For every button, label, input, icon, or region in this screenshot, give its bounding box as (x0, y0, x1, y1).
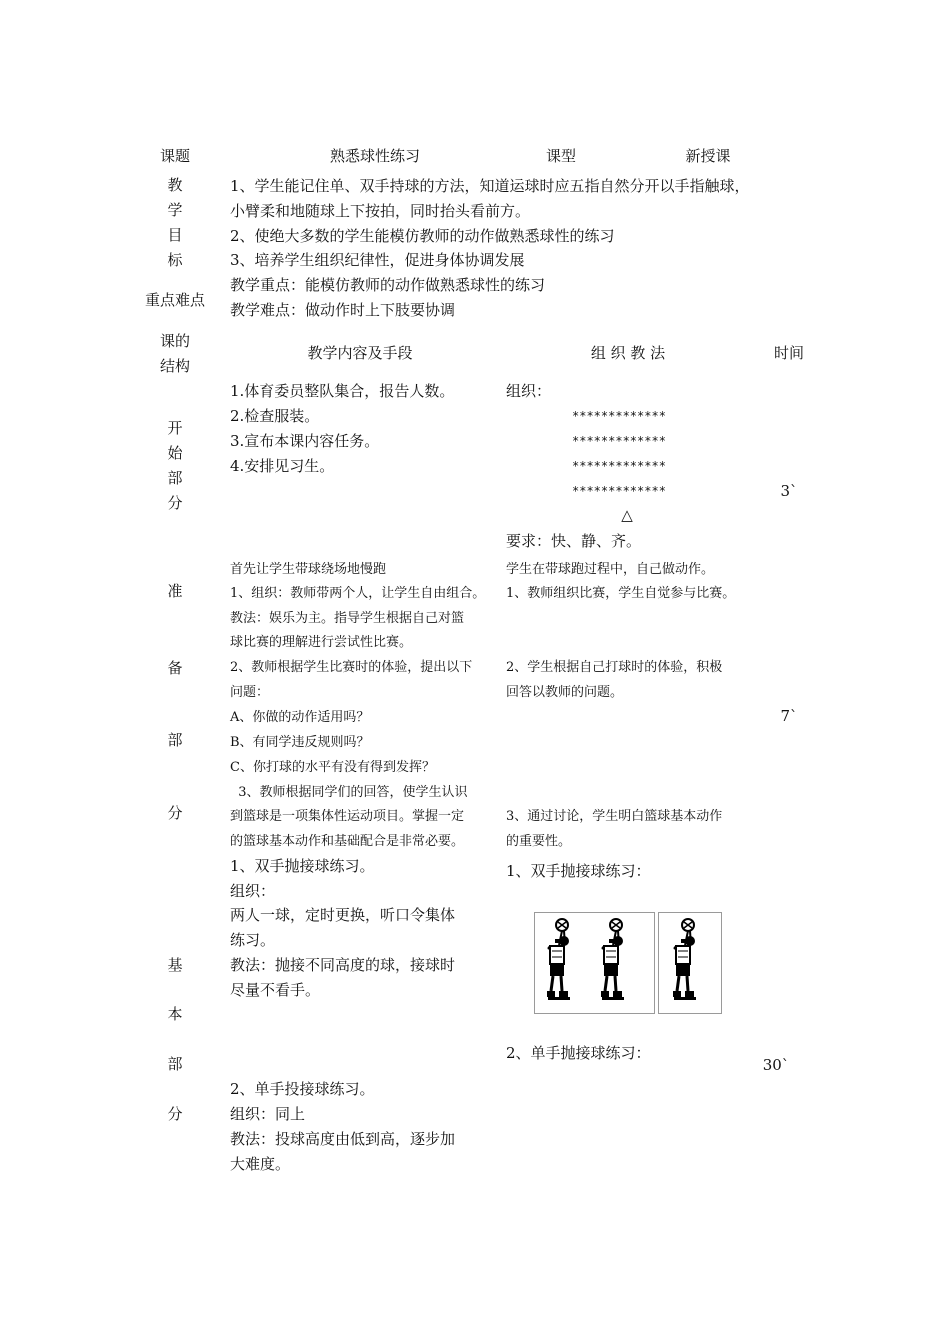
objectives-label-2: 学 (167, 201, 183, 219)
lesson-topic: 熟悉球性练习 (329, 147, 421, 165)
basic-section-label: 部 (167, 1055, 183, 1073)
basic-section-label: 基 (167, 956, 183, 974)
basic-content-line: 尽量不看手。 (230, 981, 321, 999)
basic-section-label: 本 (167, 1005, 183, 1023)
prep-content-line: 首先让学生带球绕场地慢跑 (230, 562, 387, 577)
formation-row: ************* (572, 484, 666, 498)
basic-time: 30` (762, 1056, 790, 1074)
start-content-item: 1.体育委员整队集合，报告人数。 (230, 382, 455, 400)
basic-content-line: 两人一球，定时更换，听口令集体 (230, 906, 456, 924)
prep-method-line: 学生在带球跑过程中，自己做动作。 (506, 562, 715, 577)
objectives-label-4: 标 (167, 251, 183, 269)
prep-time: 7` (780, 707, 798, 725)
formation-row: ************* (572, 434, 666, 448)
objectives-label-3: 目 (167, 226, 183, 244)
start-org-label: 组织： (506, 382, 552, 400)
start-section-label: 始 (167, 444, 183, 462)
basic-content-line: 教法：抛接不同高度的球，接球时 (230, 956, 456, 974)
prep-section-label: 分 (167, 804, 183, 822)
lesson-type: 新授课 (685, 147, 731, 165)
prep-content-line: 球比赛的理解进行尝试性比赛。 (230, 635, 413, 650)
formation-row: ************* (572, 459, 666, 473)
basic-method-line: 1、双手抛接球练习： (506, 862, 651, 880)
prep-content-line: A、你做的动作适用吗？ (230, 710, 370, 725)
teaching-difficulty: 教学难点：做动作时上下肢要协调 (230, 301, 456, 319)
objective-line: 1、学生能记住单、双手持球的方法，知道运球时应五指自然分开以手指触球， (230, 177, 750, 195)
structure-label-line2: 结构 (159, 357, 191, 375)
basketball-player-icon (601, 919, 624, 1000)
objective-line: 小臂柔和地随球上下按拍，同时抬头看前方。 (230, 202, 531, 220)
basic-content-line: 练习。 (230, 931, 276, 949)
column-header-method: 组 织 教 法 (590, 344, 666, 362)
start-requirement: 要求：快、静、齐。 (506, 532, 642, 550)
formation-row: ************* (572, 409, 666, 423)
basic-content-line: 1、双手抛接球练习。 (230, 857, 375, 875)
prep-method-line: 回答以教师的问题。 (506, 685, 624, 700)
basketball-player-icon (547, 919, 570, 1000)
structure-label-line1: 课的 (159, 332, 191, 350)
single-player-figure (658, 912, 722, 1014)
start-section-label: 开 (167, 419, 183, 437)
prep-content-line: 3、教师根据同学们的回答，使学生认识 (230, 785, 468, 800)
prep-content-line: 教法：娱乐为主。指导学生根据自己对篮 (230, 611, 465, 626)
objective-line: 2、使绝大多数的学生能模仿教师的动作做熟悉球性的练习 (230, 227, 615, 245)
basic-content-line: 教法：投球高度由低到高，逐步加 (230, 1130, 456, 1148)
start-section-label: 部 (167, 469, 183, 487)
basic-method-line: 2、单手抛接球练习： (506, 1044, 651, 1062)
prep-content-line: 1、组织：教师带两个人，让学生自由组合。 (230, 586, 486, 601)
prep-content-line: 问题： (230, 685, 270, 700)
label-lesson-type: 课型 (545, 147, 577, 165)
start-content-item: 2.检查服装。 (230, 407, 320, 425)
start-section-label: 分 (167, 494, 183, 512)
column-header-time: 时间 (773, 344, 805, 362)
basketball-player-icon (673, 919, 696, 1000)
column-header-content: 教学内容及手段 (307, 344, 413, 362)
start-content-item: 4.安排见习生。 (230, 457, 335, 475)
prep-section-label: 部 (167, 731, 183, 749)
two-player-figure (534, 912, 655, 1014)
objectives-label-1: 教 (167, 176, 183, 194)
basic-content-line: 组织：同上 (230, 1105, 306, 1123)
prep-content-line: B、有同学违反规则吗？ (230, 735, 370, 750)
prep-content-line: 到篮球是一项集体性运动项目。掌握一定 (230, 809, 465, 824)
prep-method-line: 1、教师组织比赛，学生自觉参与比赛。 (506, 586, 736, 601)
prep-content-line: 2、教师根据学生比赛时的体验，提出以下 (230, 660, 473, 675)
objective-line: 3、培养学生组织纪律性，促进身体协调发展 (230, 251, 525, 269)
start-time: 3` (780, 482, 798, 500)
prep-method-line: 3、通过讨论，学生明白篮球基本动作 (506, 809, 723, 824)
prep-content-line: 的篮球基本动作和基础配合是非常必要。 (230, 834, 465, 849)
basic-content-line: 2、单手投接球练习。 (230, 1080, 375, 1098)
basic-content-line: 大难度。 (230, 1155, 291, 1173)
prep-section-label: 准 (167, 582, 183, 600)
key-points-label: 重点难点 (144, 291, 206, 309)
prep-section-label: 备 (167, 659, 183, 677)
prep-method-line: 2、学生根据自己打球时的体验，积极 (506, 660, 723, 675)
start-content-item: 3.宣布本课内容任务。 (230, 432, 380, 450)
teaching-key-point: 教学重点：能模仿教师的动作做熟悉球性的练习 (230, 276, 546, 294)
basic-section-label: 分 (167, 1105, 183, 1123)
prep-method-line: 的重要性。 (506, 834, 572, 849)
label-topic: 课题 (159, 147, 191, 165)
prep-content-line: C、你打球的水平有没有得到发挥？ (230, 760, 435, 775)
teacher-triangle-icon: △ (621, 506, 633, 524)
basic-content-line: 组织： (230, 882, 276, 900)
